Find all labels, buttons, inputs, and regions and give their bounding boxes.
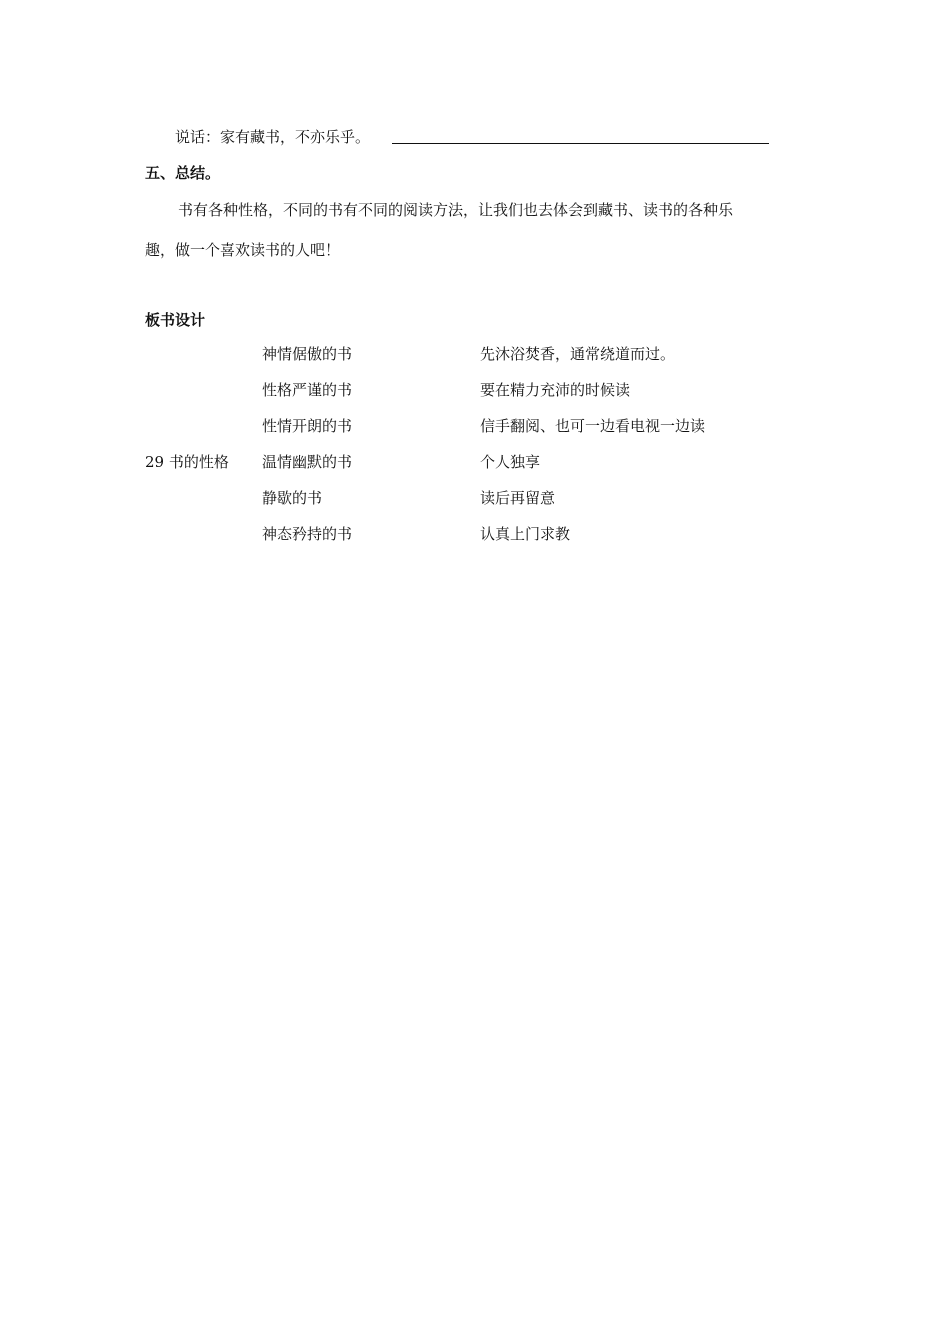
speaking-prompt: 说话：家有藏书，不亦乐乎。 [175, 128, 371, 146]
board-lesson-title: 29 书的性格 [145, 453, 229, 471]
board-reading-method: 先沐浴焚香，通常绕道而过。 [480, 345, 676, 363]
answer-blank-line [392, 143, 769, 144]
board-reading-method: 信手翻阅、也可一边看电视一边读 [480, 417, 706, 435]
summary-paragraph-line-1: 书有各种性格，不同的书有不同的阅读方法，让我们也去体会到藏书、读书的各种乐 [178, 201, 734, 219]
board-reading-method: 要在精力充沛的时候读 [480, 381, 631, 399]
board-book-type: 静歇的书 [262, 489, 323, 507]
board-book-type: 温情幽默的书 [262, 453, 353, 471]
board-book-type: 性格严谨的书 [262, 381, 353, 399]
section-5-heading: 五、总结。 [145, 164, 221, 182]
board-reading-method: 认真上门求教 [480, 525, 571, 543]
board-book-type: 神情倨傲的书 [262, 345, 353, 363]
board-book-type: 性情开朗的书 [262, 417, 353, 435]
board-design-heading: 板书设计 [145, 311, 206, 329]
summary-paragraph-line-2: 趣，做一个喜欢读书的人吧！ [145, 241, 341, 259]
board-book-type: 神态矜持的书 [262, 525, 353, 543]
board-reading-method: 读后再留意 [480, 489, 556, 507]
board-reading-method: 个人独享 [480, 453, 541, 471]
